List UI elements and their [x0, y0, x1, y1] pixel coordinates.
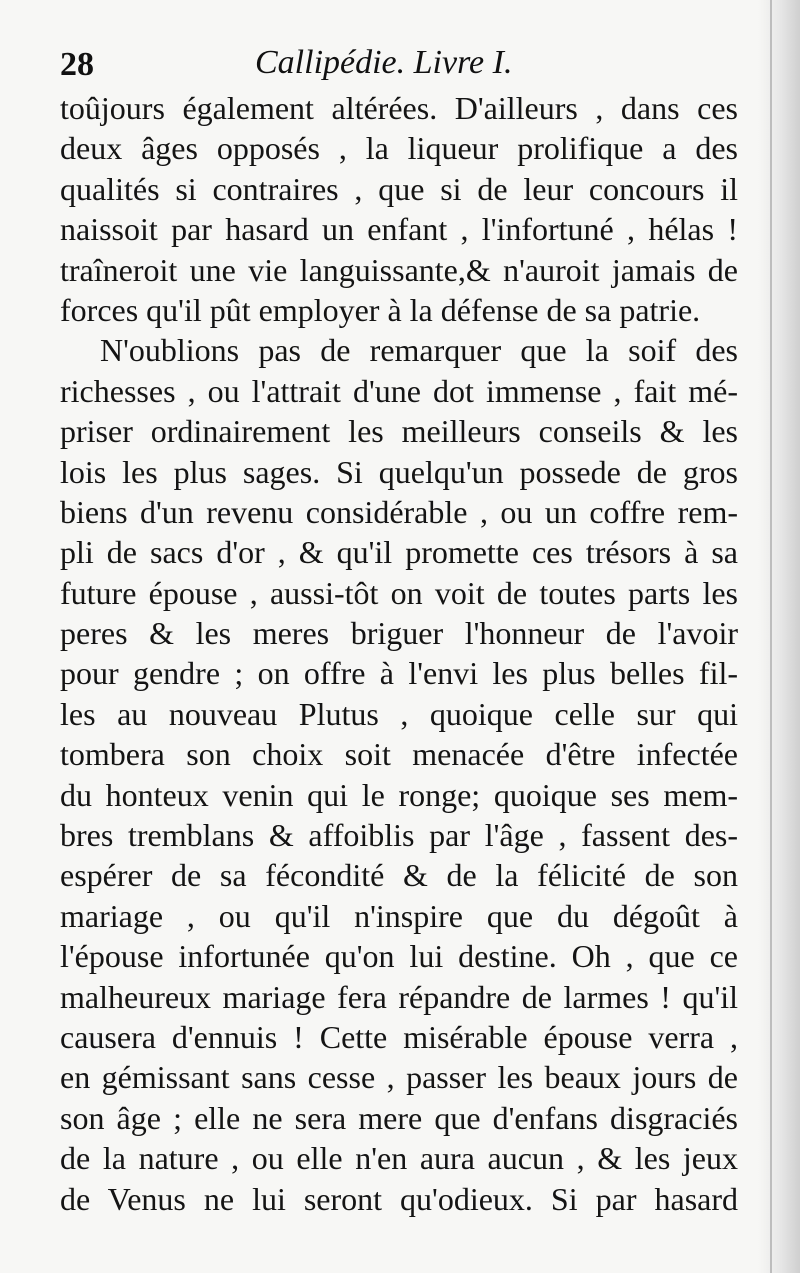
page-header: [60, 44, 740, 92]
text-line: richesses , ou l'attrait d'une dot immense , fait mé-: [60, 372, 738, 409]
text-line: qualités si contraires , que si de leur concours il: [60, 170, 738, 207]
text-line: son âge ; elle ne sera mere que d'enfans disgraciés: [60, 1099, 738, 1136]
text-line: pli de sacs d'or , & qu'il promette ces trésors à sa: [60, 534, 738, 571]
text-line: mariage , ou qu'il n'inspire que du dégoût à: [60, 897, 738, 934]
text-line: naissoit par hasard un enfant , l'infortuné , hélas !: [60, 211, 738, 248]
text-line: du honteux venin qui le ronge; quoique ses mem-: [60, 776, 738, 813]
text-line: causera d'ennuis ! Cette misérable épouse verra ,: [60, 1018, 738, 1055]
text-line: future épouse , aussi-tôt on voit de toutes parts les: [60, 574, 738, 611]
text-line: malheureux mariage fera répandre de larmes ! qu'il: [60, 978, 738, 1015]
page-edge-shadow: [758, 0, 800, 1273]
text-line: N'oublions pas de remarquer que la soif des: [100, 332, 738, 369]
text-line: peres & les meres briguer l'honneur de l'avoir: [60, 615, 738, 652]
text-line: espérer de sa fécondité & de la félicité de son: [60, 857, 738, 894]
text-line: forces qu'il pût employer à la défense de sa patrie.: [60, 291, 701, 328]
text-line: en gémissant sans cesse , passer les beaux jours de: [60, 1059, 738, 1096]
page-number: 28: [60, 46, 94, 83]
text-line: l'épouse infortunée qu'on lui destine. Oh , que ce: [60, 938, 738, 975]
text-line: lois les plus sages. Si quelqu'un possede de gros: [60, 453, 738, 490]
text-line: tombera son choix soit menacée d'être infectée: [60, 736, 738, 773]
text-line: priser ordinairement les meilleurs conseils & les: [60, 413, 738, 450]
text-line: de Venus ne lui seront qu'odieux. Si par hasard: [60, 1180, 738, 1217]
body-text: [60, 88, 738, 1219]
text-line: pour gendre ; on offre à l'envi les plus belles fil-: [60, 655, 738, 692]
page-edge-line: [770, 0, 772, 1273]
text-line: de la nature , ou elle n'en aura aucun , & les jeux: [60, 1140, 738, 1177]
text-line: les au nouveau Plutus , quoique celle sur qui: [60, 695, 738, 732]
text-line: bres tremblans & affoiblis par l'âge , fassent des-: [60, 817, 738, 854]
text-line: traîneroit une vie languissante,& n'auroit jamais de: [60, 251, 738, 288]
running-head: Callipédie. Livre I.: [255, 44, 513, 81]
text-line: deux âges opposés , la liqueur prolifique a des: [60, 130, 738, 167]
text-line: toûjours également altérées. D'ailleurs , dans ces: [60, 90, 738, 126]
text-line: biens d'un revenu considérable , ou un coffre rem-: [60, 493, 738, 530]
